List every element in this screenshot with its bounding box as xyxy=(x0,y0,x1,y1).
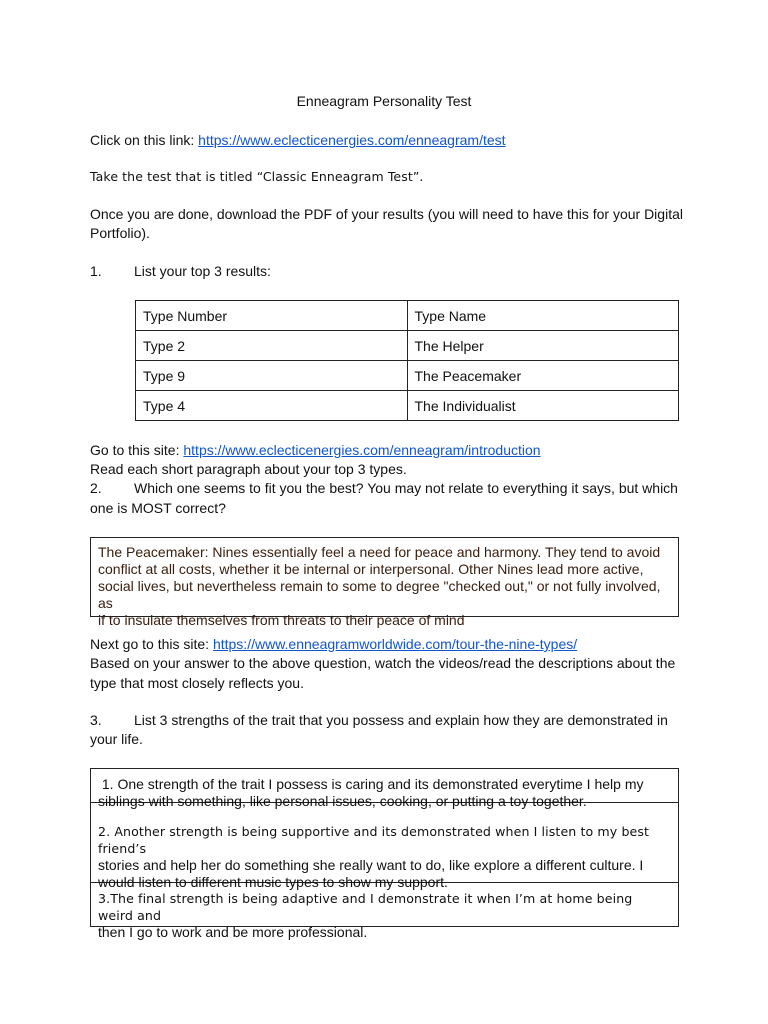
table-row xyxy=(136,331,679,361)
question-1-number: 1. xyxy=(90,263,102,279)
next-site-line xyxy=(90,635,577,653)
strength-item xyxy=(91,817,678,890)
click-link-line xyxy=(90,131,506,149)
strengths-box xyxy=(90,768,679,940)
header-type-name: Type Name xyxy=(407,301,679,331)
next-site-prefix: Next go to this site: xyxy=(90,636,213,652)
goto-site-line xyxy=(90,441,541,459)
table-cell: Type 4 xyxy=(136,391,408,421)
strength-item xyxy=(91,883,678,947)
strength-2-line-2: stories and help her do something she really want to do, like explore a different culture. I xyxy=(98,857,644,873)
strength-2-line-3: would listen to different music types to show my support. xyxy=(98,874,448,890)
question-2-line-1 xyxy=(90,479,678,497)
question-2-number: 2. xyxy=(90,480,102,496)
question-3-line-1 xyxy=(90,711,668,729)
question-2-text: Which one seems to fit you the best? You may not relate to everything it says, but which xyxy=(134,480,678,496)
based-on-line-1: Based on your answer to the above question, watch the videos/read the descriptions about the xyxy=(90,655,676,671)
question-2-line-2: one is MOST correct? xyxy=(90,500,226,516)
table-row xyxy=(136,391,679,421)
results-table xyxy=(135,300,679,421)
header-type-number: Type Number xyxy=(136,301,408,331)
goto-site-prefix: Go to this site: xyxy=(90,442,184,458)
test-link[interactable]: https://www.eclecticenergies.com/enneagram/test xyxy=(198,132,506,148)
based-on-line-2: type that most closely reflects you. xyxy=(90,675,304,691)
table-cell: The Peacemaker xyxy=(407,361,679,391)
table-row xyxy=(136,361,679,391)
question-3-text: List 3 strengths of the trait that you possess and explain how they are demonstrated in xyxy=(134,712,668,728)
question-1 xyxy=(90,262,271,280)
answer-2-line: if to insulate themselves from threats to their peace of mind xyxy=(98,612,465,628)
table-header-row xyxy=(136,301,679,331)
strength-3-line-2: then I go to work and be more professional. xyxy=(98,924,368,940)
introduction-link[interactable]: https://www.eclecticenergies.com/enneagram/introduction xyxy=(183,442,541,458)
answer-2-line: social lives, but nevertheless remain to some to degree "checked out," or not fully involved, as xyxy=(98,578,661,611)
strength-3-line-1: 3.The final strength is being adaptive and I demonstrate it when I’m at home being weird and xyxy=(98,891,633,923)
strength-item xyxy=(91,769,678,809)
strength-1-line-1: 1. One strength of the trait I possess is caring and its demonstrated everytime I help my xyxy=(98,776,644,792)
answer-2-box xyxy=(90,537,679,628)
table-cell: The Individualist xyxy=(407,391,679,421)
answer-2-line: The Peacemaker: Nines essentially feel a need for peace and harmony. They tend to avoid xyxy=(98,544,661,560)
take-test-instruction: Take the test that is titled “Classic Enneagram Test”. xyxy=(90,169,424,184)
question-1-text: List your top 3 results: xyxy=(134,263,271,279)
read-each-instruction: Read each short paragraph about your top 3 types. xyxy=(90,461,407,477)
download-note-line-1: Once you are done, download the PDF of your results (you will need to have this for your Digital xyxy=(90,206,683,222)
strength-1-line-2: siblings with something, like personal issues, cooking, or putting a toy together. xyxy=(98,793,587,809)
question-3-line-2: your life. xyxy=(90,731,143,747)
click-link-prefix: Click on this link: xyxy=(90,132,199,148)
strength-2-line-1: 2. Another strength is being supportive and its demonstrated when I listen to my best friend’s xyxy=(98,824,650,856)
question-3-number: 3. xyxy=(90,712,102,728)
answer-2-line: conflict at all costs, whether it be internal or interpersonal. Other Nines lead more active, xyxy=(98,561,644,577)
table-cell: Type 2 xyxy=(136,331,408,361)
nine-types-link[interactable]: https://www.enneagramworldwide.com/tour-the-nine-types/ xyxy=(212,636,578,652)
table-cell: Type 9 xyxy=(136,361,408,391)
page-title: Enneagram Personality Test xyxy=(296,93,472,109)
table-cell: The Helper xyxy=(407,331,679,361)
download-note-line-2: Portfolio). xyxy=(90,225,150,241)
